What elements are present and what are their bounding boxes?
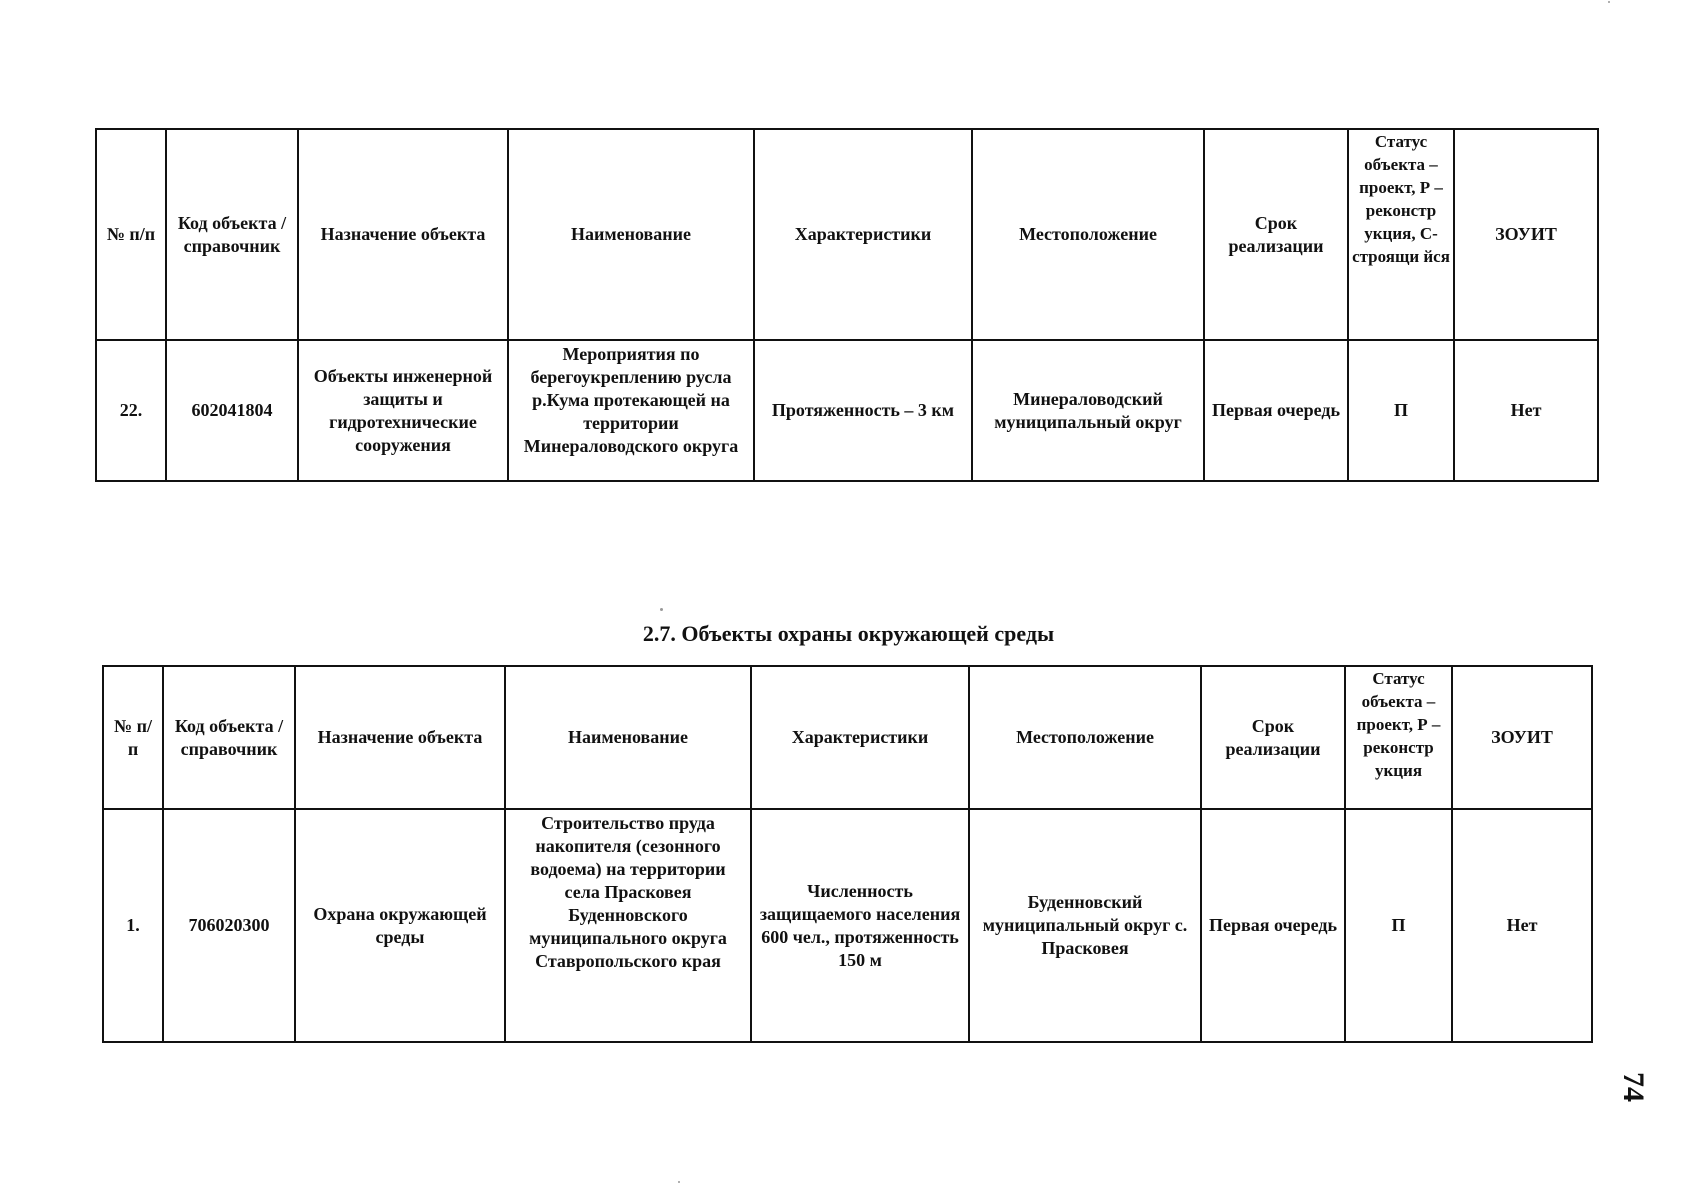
scan-speck	[1608, 1, 1610, 3]
header-code: Код объекта / справочник	[166, 129, 298, 340]
header-term: Срок реализации	[1201, 666, 1345, 809]
table-row	[96, 340, 1598, 481]
header-zouit: ЗОУИТ	[1454, 129, 1598, 340]
table-environmental-protection	[102, 665, 1593, 1043]
cell-status: П	[1345, 809, 1452, 1042]
header-name: Наименование	[508, 129, 754, 340]
header-status: Статус объекта – проект, Р – реконстр укция	[1345, 666, 1452, 809]
scan-speck	[660, 608, 663, 611]
cell-purpose: Охрана окружающей среды	[295, 809, 505, 1042]
cell-code: 602041804	[166, 340, 298, 481]
header-code: Код объекта / справочник	[163, 666, 295, 809]
cell-purpose: Объекты инженерной защиты и гидротехнические сооружения	[298, 340, 508, 481]
cell-location: Буденновский муниципальный округ с. Прасковея	[969, 809, 1201, 1042]
header-num: № п/п	[103, 666, 163, 809]
cell-name: Мероприятия по берегоукреплению русла р.Кума протекающей на территории Минераловодского округа	[508, 340, 754, 481]
table-header-row	[103, 666, 1592, 809]
table-header-row	[96, 129, 1598, 340]
cell-characteristics: Протяженность – 3 км	[754, 340, 972, 481]
table-engineering-protection	[95, 128, 1599, 482]
cell-characteristics: Численность защищаемого населения 600 чел., протяженность 150 м	[751, 809, 969, 1042]
header-zouit: ЗОУИТ	[1452, 666, 1592, 809]
cell-name: Строительство пруда накопителя (сезонного водоема) на территории села Прасковея Буденновского муниципального округа Ставропольского края	[505, 809, 751, 1042]
page-number: 74	[1617, 1072, 1650, 1102]
cell-status: П	[1348, 340, 1454, 481]
header-name: Наименование	[505, 666, 751, 809]
cell-code: 706020300	[163, 809, 295, 1042]
header-purpose: Назначение объекта	[295, 666, 505, 809]
cell-zouit: Нет	[1452, 809, 1592, 1042]
cell-zouit: Нет	[1454, 340, 1598, 481]
cell-term: Первая очередь	[1204, 340, 1348, 481]
header-purpose: Назначение объекта	[298, 129, 508, 340]
table-row	[103, 809, 1592, 1042]
header-location: Местоположение	[972, 129, 1204, 340]
section-title: 2.7. Объекты охраны окружающей среды	[642, 621, 1055, 646]
cell-num: 1.	[103, 809, 163, 1042]
header-location: Местоположение	[969, 666, 1201, 809]
cell-num: 22.	[96, 340, 166, 481]
header-term: Срок реализации	[1204, 129, 1348, 340]
header-characteristics: Характеристики	[754, 129, 972, 340]
cell-location: Минераловодский муниципальный округ	[972, 340, 1204, 481]
header-num: № п/п	[96, 129, 166, 340]
scan-speck	[678, 1181, 680, 1183]
header-status: Статус объекта – проект, Р – реконстр укция, С-строящи йся	[1348, 129, 1454, 340]
header-characteristics: Характеристики	[751, 666, 969, 809]
cell-term: Первая очередь	[1201, 809, 1345, 1042]
